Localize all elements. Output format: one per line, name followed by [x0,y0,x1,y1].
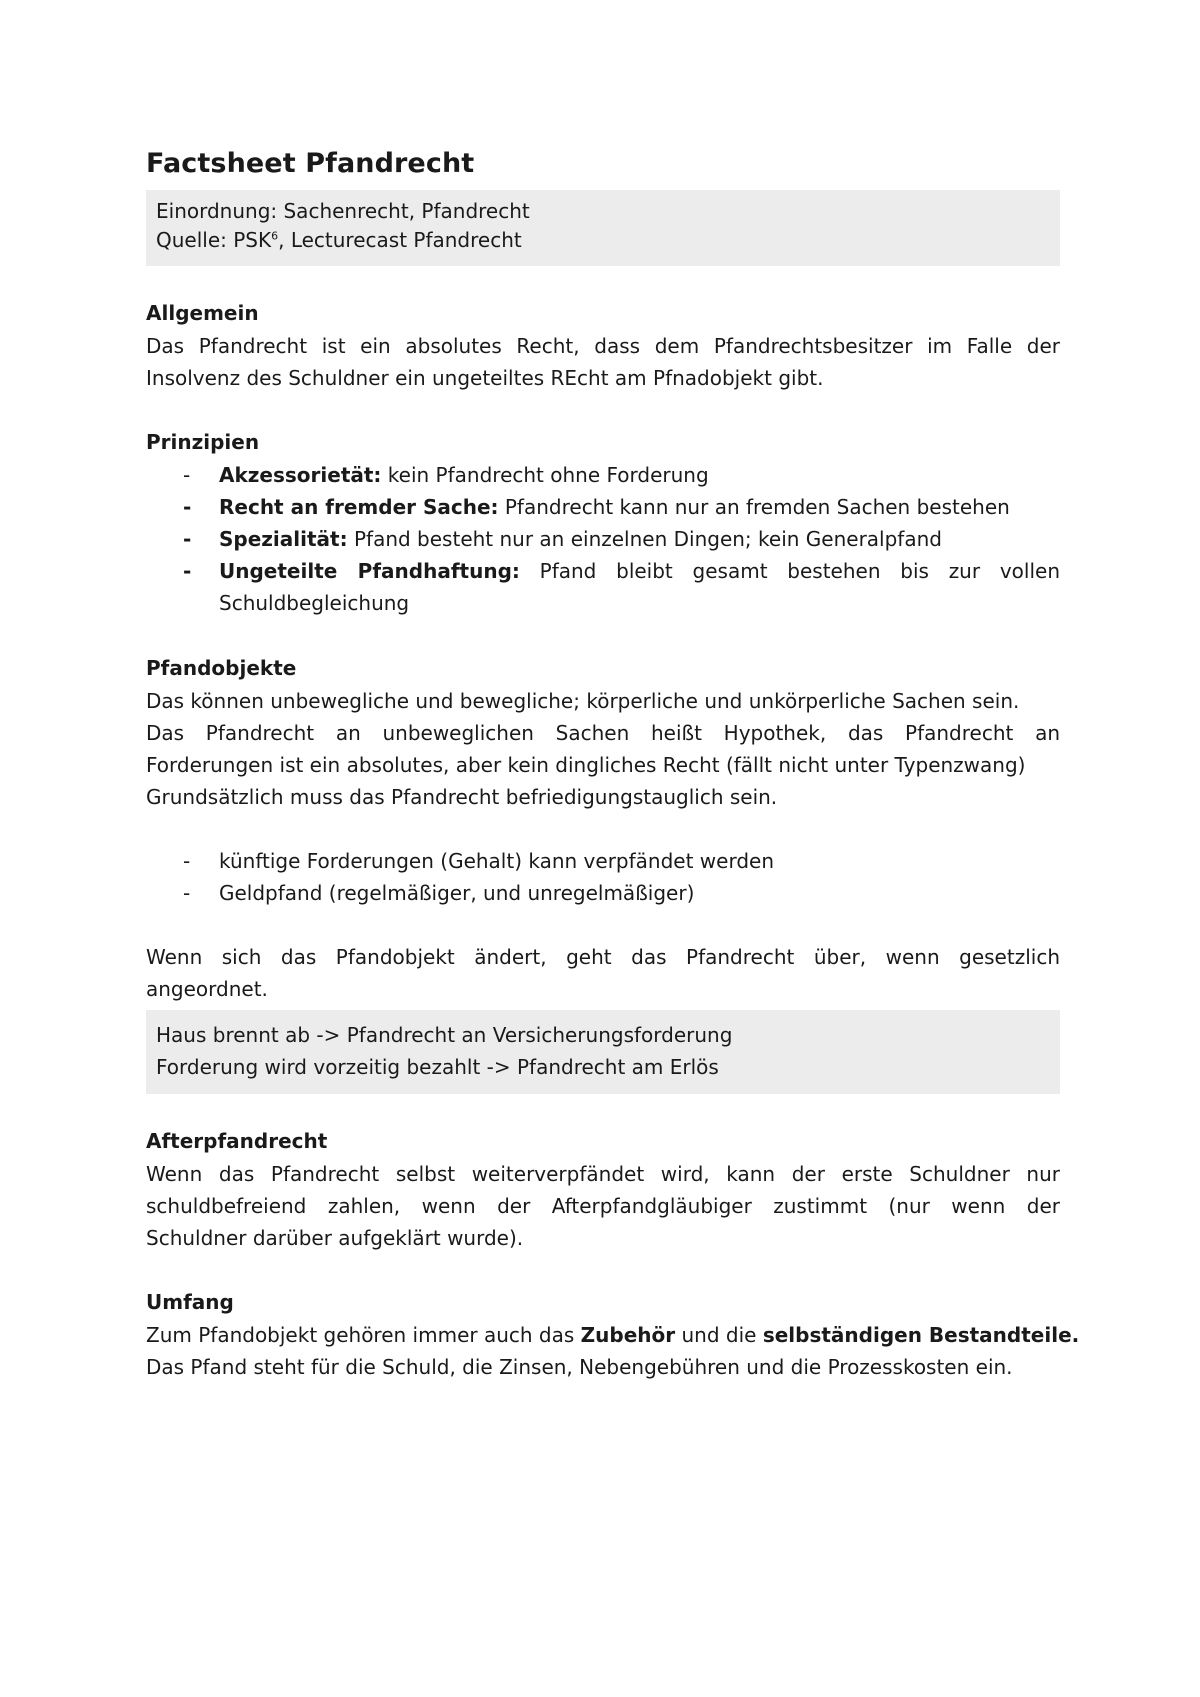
principle-description: Pfand besteht nur an einzelnen Dingen; kein Generalpfand [347,527,942,551]
pfandobjekte-text-line: Das können unbewegliche und bewegliche; körperliche und unkörperliche Sachen sein. [146,689,1020,713]
list-dash: - [183,881,191,905]
source-prefix: Quelle: PSK [156,228,272,252]
principle-term: Spezialität: [219,527,348,551]
list-item-text [219,491,1060,523]
principle-term: Recht an fremder Sache: [219,495,499,519]
pfandobjekte-text-line: Das Pfandrecht an unbeweglichen Sachen heißt Hypothek, das Pfandrecht an [146,721,1060,745]
umfang-emphasis-zubehoer: Zubehör [580,1323,676,1347]
section-heading-pfandobjekte: Pfandobjekte [146,656,297,680]
principle-term: Akzessorietät: [219,463,382,487]
umfang-text: Zum Pfandobjekt gehören immer auch das [146,1323,581,1347]
list-item-text [219,555,1060,587]
list-item-text [219,459,1060,491]
info-box [146,190,1060,266]
info-box-category: Einordnung: Sachenrecht, Pfandrecht [156,199,530,223]
pfandobjekte-text-line: Grundsätzlich muss das Pfandrecht befriedigungstauglich sein. [146,785,778,809]
list-dash: - [183,527,192,551]
section-heading-allgemein: Allgemein [146,301,259,325]
list-dash: - [183,495,192,519]
list-item-text [219,523,1060,555]
principle-description: kein Pfandrecht ohne Forderung [381,463,709,487]
umfang-text-line: Das Pfand steht für die Schuld, die Zinsen, Nebengebühren und die Prozesskosten ein. [146,1355,1013,1379]
section-heading-afterpfandrecht: Afterpfandrecht [146,1129,328,1153]
allgemein-text-line: Insolvenz des Schuldner ein ungeteiltes REcht am Pfnadobjekt gibt. [146,366,824,390]
list-item-text: künftige Forderungen (Gehalt) kann verpfändet werden [219,849,774,873]
principle-term: Ungeteilte Pfandhaftung: [219,559,520,583]
umfang-emphasis-bestandteile: selbständigen Bestandteile. [762,1323,1080,1347]
list-dash: - [183,849,191,873]
afterpfandrecht-text-line: Wenn das Pfandrecht selbst weiterverpfändet wird, kann der erste Schuldner nur [146,1162,1060,1186]
page-title: Factsheet Pfandrecht [146,148,475,179]
info-box-source [156,226,1050,255]
example-line: Haus brennt ab -> Pfandrecht an Versicherungsforderung [156,1023,733,1047]
example-box [146,1010,1060,1094]
section-heading-umfang: Umfang [146,1290,234,1314]
principle-description: Pfandrecht kann nur an fremden Sachen bestehen [498,495,1010,519]
pfandobjekte-text-line: Forderungen ist ein absolutes, aber kein dingliches Recht (fällt nicht unter Typenzwang) [146,753,1026,777]
umfang-text-line [146,1319,1080,1351]
afterpfandrecht-text-line: schuldbefreiend zahlen, wenn der Afterpfandgläubiger zustimmt (nur wenn der [146,1194,1060,1218]
allgemein-text-line: Das Pfandrecht ist ein absolutes Recht, dass dem Pfandrechtsbesitzer im Falle der [146,334,1060,358]
list-item-text: Geldpfand (regelmäßiger, und unregelmäßiger) [219,881,695,905]
pfandobjekte-change-line: angeordnet. [146,977,268,1001]
list-dash: - [183,463,191,487]
umfang-text: und die [675,1323,763,1347]
pfandobjekte-change-line: Wenn sich das Pfandobjekt ändert, geht das Pfandrecht über, wenn gesetzlich [146,945,1060,969]
source-edition: 6 [271,229,279,243]
afterpfandrecht-text-line: Schuldner darüber aufgeklärt wurde). [146,1226,524,1250]
source-suffix: , Lecturecast Pfandrecht [278,228,522,252]
list-dash: - [183,559,192,583]
section-heading-prinzipien: Prinzipien [146,430,260,454]
example-line: Forderung wird vorzeitig bezahlt -> Pfandrecht am Erlös [156,1055,719,1079]
list-item-text: Schuldbegleichung [219,591,410,615]
principle-description: Pfand bleibt gesamt bestehen bis zur vollen [519,559,1061,583]
